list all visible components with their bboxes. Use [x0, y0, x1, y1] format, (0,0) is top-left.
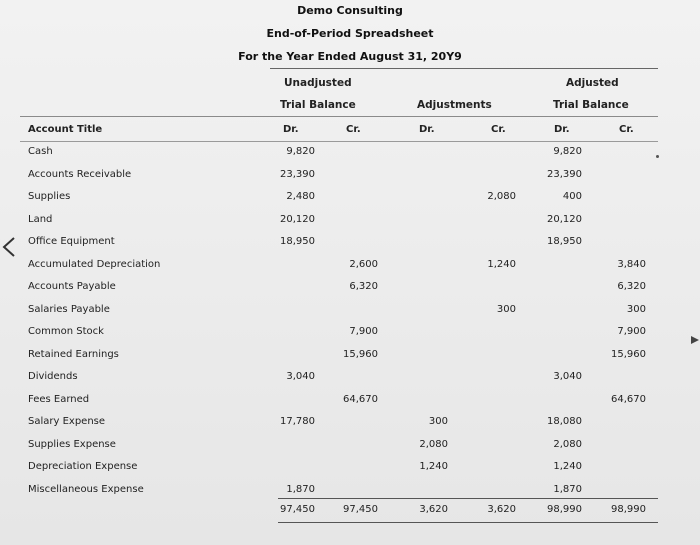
account-title-cell: Miscellaneous Expense [28, 483, 144, 495]
account-title-cell: Supplies Expense [28, 438, 116, 450]
amount-cell-atb-cr: 6,320 [617, 281, 646, 292]
amount-cell-tb-cr: 64,670 [343, 393, 378, 405]
left-chevron-icon[interactable] [0, 236, 20, 258]
caption-adjusted: Adjusted [566, 77, 619, 89]
account-title-cell: Accumulated Depreciation [28, 258, 161, 270]
account-title-cell: Supplies [28, 191, 71, 202]
total-atb-cr: 98,990 [611, 504, 646, 515]
account-title-cell: Common Stock [28, 326, 104, 337]
amount-cell-tb-dr: 1,870 [286, 483, 315, 495]
amount-cell-atb-dr: 20,120 [547, 213, 582, 225]
total-tb-cr: 97,450 [343, 504, 378, 515]
account-title-cell: Depreciation Expense [28, 461, 138, 472]
account-title-cell: Office Equipment [28, 236, 115, 247]
amount-cell-adj-dr: 1,240 [419, 461, 448, 472]
total-atb-dr: 98,990 [547, 504, 582, 515]
scroll-dot-icon [656, 155, 659, 158]
col-tb-cr: Cr. [346, 124, 361, 135]
col-account-title: Account Title [28, 124, 103, 135]
amount-cell-atb-dr: 3,040 [553, 371, 582, 382]
amount-cell-tb-dr: 3,040 [286, 371, 315, 382]
period-label: For the Year Ended August 31, 20Y9 [238, 50, 462, 63]
amount-cell-atb-dr: 1,240 [553, 461, 582, 472]
amount-cell-atb-dr: 18,950 [547, 236, 582, 247]
account-title-cell: Salaries Payable [28, 303, 110, 315]
amount-cell-atb-cr: 64,670 [611, 393, 646, 405]
amount-cell-atb-dr: 9,820 [553, 146, 582, 157]
col-atb-dr: Dr. [554, 124, 570, 135]
account-title-cell: Fees Earned [28, 393, 90, 405]
amount-cell-atb-cr: 15,960 [611, 348, 646, 360]
account-title-cell: Salary Expense [28, 416, 106, 427]
amount-cell-atb-dr: 18,080 [547, 416, 582, 427]
header-rule-top [270, 68, 658, 69]
amount-cell-adj-cr: 2,080 [487, 191, 516, 202]
total-adj-cr: 3,620 [487, 504, 516, 515]
col-atb-cr: Cr. [619, 124, 634, 135]
amount-cell-atb-cr: 300 [626, 303, 646, 315]
account-title-cell: Accounts Payable [28, 281, 116, 292]
amount-cell-tb-dr: 23,390 [280, 168, 315, 180]
amount-cell-tb-dr: 17,780 [280, 416, 315, 427]
amount-cell-tb-dr: 9,820 [286, 146, 315, 157]
amount-cell-tb-dr: 18,950 [280, 236, 315, 247]
amount-cell-adj-dr: 300 [428, 416, 448, 427]
amount-cell-adj-cr: 1,240 [487, 258, 516, 270]
amount-cell-tb-cr: 6,320 [349, 281, 378, 292]
account-title-cell: Dividends [28, 371, 78, 382]
company-name: Demo Consulting [297, 4, 403, 17]
account-title-cell: Cash [28, 146, 53, 157]
caption-unadjusted: Unadjusted [284, 77, 352, 89]
caption-adjustments: Adjustments [417, 99, 492, 111]
amount-cell-atb-cr: 7,900 [617, 326, 646, 337]
account-title-cell: Land [28, 213, 53, 225]
amount-cell-tb-cr: 2,600 [349, 258, 378, 270]
totals-rule [278, 498, 658, 499]
amount-cell-adj-dr: 2,080 [419, 438, 448, 450]
amount-cell-tb-cr: 15,960 [343, 348, 378, 360]
amount-cell-tb-dr: 2,480 [286, 191, 315, 202]
header-rule-bottom [20, 116, 658, 117]
amount-cell-atb-cr: 3,840 [617, 258, 646, 270]
col-adj-cr: Cr. [491, 124, 506, 135]
col-tb-dr: Dr. [283, 124, 299, 135]
sheet-title: End-of-Period Spreadsheet [266, 27, 434, 40]
column-header-rule [20, 141, 658, 142]
amount-cell-adj-cr: 300 [496, 303, 516, 315]
col-adj-dr: Dr. [419, 124, 435, 135]
amount-cell-atb-dr: 1,870 [553, 483, 582, 495]
amount-cell-tb-dr: 20,120 [280, 213, 315, 225]
total-tb-dr: 97,450 [280, 504, 315, 515]
account-title-cell: Accounts Receivable [28, 168, 132, 180]
totals-double-rule [278, 522, 658, 523]
account-title-cell: Retained Earnings [28, 348, 119, 360]
right-pointer-icon [690, 335, 700, 345]
amount-cell-atb-dr: 23,390 [547, 168, 582, 180]
amount-cell-atb-dr: 400 [562, 191, 582, 202]
caption-trial-balance-2: Trial Balance [553, 99, 629, 111]
amount-cell-atb-dr: 2,080 [553, 438, 582, 450]
amount-cell-tb-cr: 7,900 [349, 326, 378, 337]
caption-trial-balance-1: Trial Balance [280, 99, 356, 111]
total-adj-dr: 3,620 [419, 504, 448, 515]
